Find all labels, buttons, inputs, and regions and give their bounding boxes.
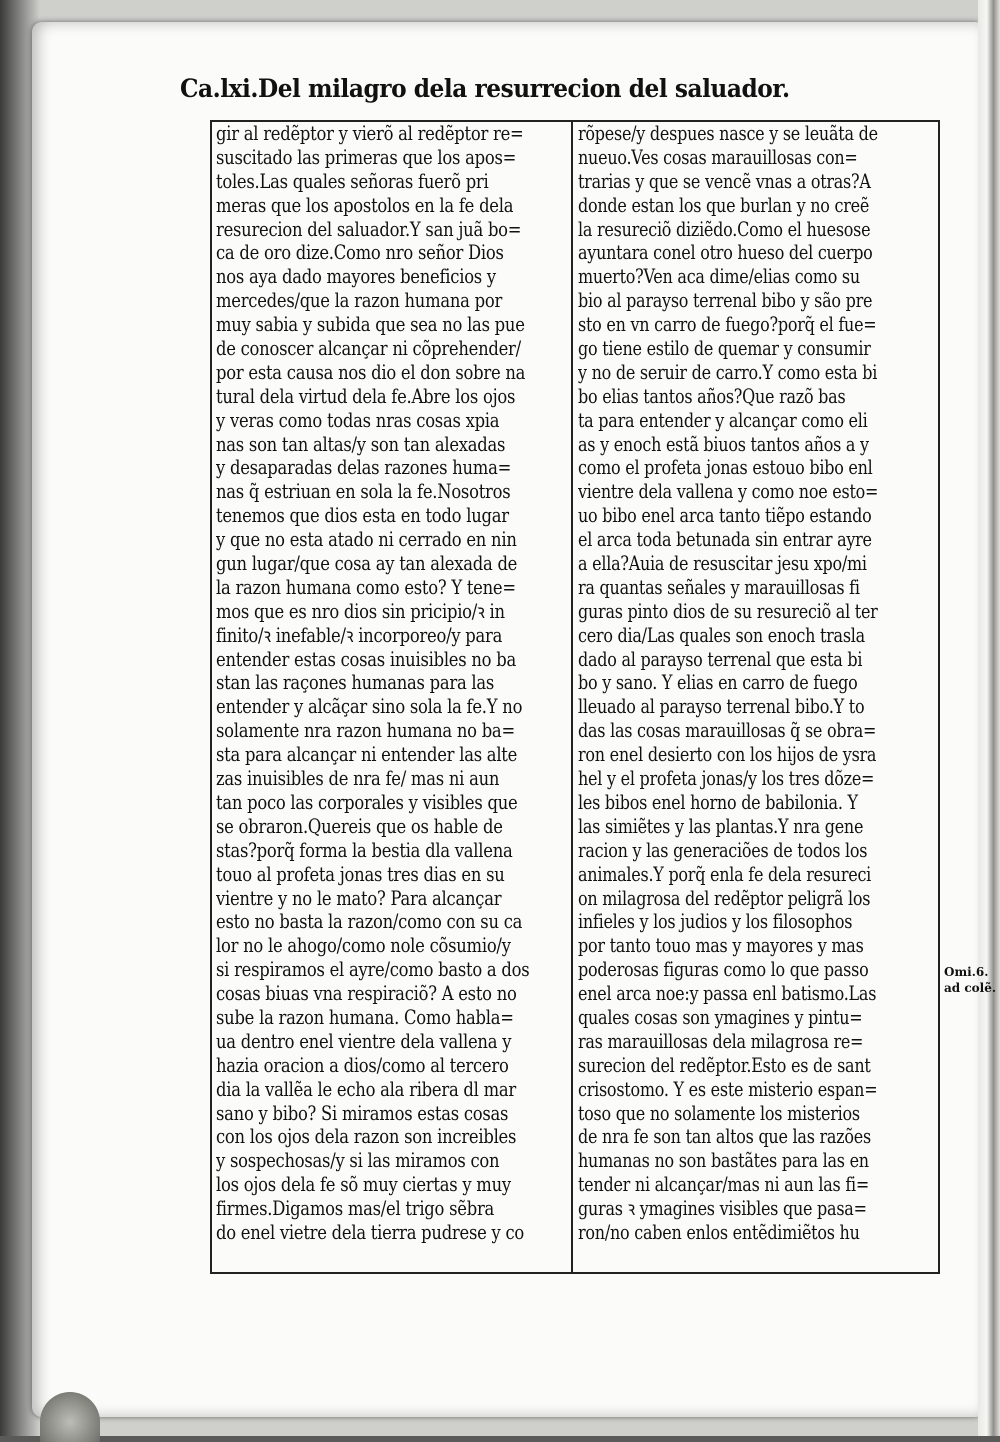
text-line: bio al parayso terrenal bibo y são pre [578, 289, 873, 313]
text-line: la razon humana como esto? Y tene= [216, 575, 516, 599]
text-line: as y enoch estã biuos tantos años a y [578, 432, 869, 456]
text-line: dia la vallẽa le echo ala ribera dl mar [216, 1077, 516, 1101]
text-line: a ella?Auia de resuscitar jesu xpo/mi [578, 552, 867, 576]
text-line: stas?porq̃ forma la bestia dla vallena [216, 838, 513, 862]
text-line: on milagrosa del redẽptor peligrã los [578, 886, 871, 910]
text-line: los ojos dela fe sõ muy ciertas y muy [216, 1173, 511, 1197]
margin-note-line: Omi.6. [944, 965, 989, 979]
text-line: bo elias tantos años?Que razõ bas [578, 384, 846, 408]
text-line: ron enel desierto con los hijos de ysra [578, 743, 877, 767]
text-line: resurecion del saluador.Y san juã bo= [216, 217, 522, 241]
text-line: ua dentro enel vientre dela vallena y [216, 1029, 512, 1053]
text-line: donde estan los que burlan y no creẽ [578, 193, 870, 217]
text-line: das las cosas marauillosas q̃ se obra= [578, 719, 877, 743]
text-line: hel y el profeta jonas/y los tres dõze= [578, 767, 875, 791]
text-line: toles.Las quales señoras fuerõ pri [216, 169, 489, 193]
text-line: trarias y que se vencẽ vnas a otras?A [578, 169, 871, 193]
text-line: surecion del redẽptor.Esto es de sant [578, 1053, 871, 1077]
text-line: por esta causa nos dio el don sobre na [216, 360, 526, 384]
frame-rule-left [210, 120, 212, 1274]
text-line: esto no basta la razon/como con su ca [216, 910, 523, 934]
text-line: dado al parayso terrenal que esta bi [578, 647, 863, 671]
text-line: gun lugar/que cosa ay tan alexada de [216, 552, 518, 576]
text-line: lor no le ahogo/como nole cõsumio/y [216, 934, 511, 958]
text-line: por tanto touo mas y mayores y mas [578, 934, 864, 958]
text-line: suscitado las primeras que los apos= [216, 145, 517, 169]
text-line: ca de oro dize.Como nro señor Dios [216, 241, 504, 265]
text-line: mercedes/que la razon humana por [216, 289, 503, 313]
running-head: Ca.lxi.Del milagro dela resurrecion del saluador. [180, 74, 790, 103]
text-line: de nra fe son tan altos que las razões [578, 1125, 871, 1149]
text-line: nas son tan altas/y son tan alexadas [216, 432, 506, 456]
text-line: con los ojos dela razon son increibles [216, 1125, 517, 1149]
text-line: firmes.Digamos mas/el trigo sẽbra [216, 1197, 495, 1221]
text-line: mos que es nro dios sin pricipio/ꝛ in [216, 599, 505, 623]
left-text-column [216, 122, 566, 1272]
text-line: finito/ꝛ inefable/ꝛ incorporeo/y para [216, 623, 503, 647]
margin-note [944, 964, 997, 1014]
text-line: ayuntara conel otro hueso del cuerpo [578, 241, 873, 265]
text-line: gir al redẽptor y vierõ al redẽptor re= [216, 122, 524, 145]
text-line: las simiẽtes y las plantas.Y nra gene [578, 814, 864, 838]
text-line: la resureciõ diziẽdo.Como el huesose [578, 217, 871, 241]
margin-note-line: ad colẽ. [944, 981, 997, 995]
text-line: lleuado al parayso terrenal bibo.Y to [578, 695, 865, 719]
text-line: les bibos enel horno de babilonia. Y [578, 790, 858, 814]
text-line: toso que no solamente los misterios [578, 1101, 860, 1125]
text-line: sano y bibo? Si miramos estas cosas [216, 1101, 509, 1125]
text-line: el arca toda betunada sin entrar ayre [578, 528, 872, 552]
frame-rule-right [938, 120, 940, 1274]
text-line: si respiramos el ayre/como basto a dos [216, 958, 530, 982]
page-edge [978, 0, 1000, 1436]
text-line: enel arca noe:y passa enl batismo.Las [578, 982, 877, 1006]
text-line: nas q̃ estriuan en sola la fe.Nosotros [216, 480, 511, 504]
text-line: nueuo.Ves cosas marauillosas con= [578, 145, 858, 169]
text-line: stan las raçones humanas para las [216, 671, 495, 695]
text-line: animales.Y porq̃ enla fe dela resureci [578, 862, 872, 886]
text-line: touo al profeta jonas tres dias en su [216, 862, 505, 886]
text-line: crisostomo. Y es este misterio espan= [578, 1077, 878, 1101]
text-line: nos aya dado mayores beneficios y [216, 265, 496, 289]
text-line: meras que los apostolos en la fe dela [216, 193, 514, 217]
text-line: racion y las generaciões de todos los [578, 838, 868, 862]
column-divider [571, 120, 573, 1274]
text-line: vientre dela vallena y como noe esto= [578, 480, 879, 504]
text-line: ras marauillosas dela milagrosa re= [578, 1029, 864, 1053]
text-line: muerto?Ven aca dime/elias como su [578, 265, 860, 289]
text-line: de conoscer alcançar ni cõprehender/ [216, 337, 521, 361]
frame-rule-bottom [210, 1272, 940, 1274]
text-line: y que no esta atado ni cerrado en nin [216, 528, 517, 552]
text-line: tural dela virtud dela fe.Abre los ojos [216, 384, 516, 408]
text-line: vientre y no le mato? Para alcançar [216, 886, 502, 910]
text-line: entender estas cosas inuisibles no ba [216, 647, 516, 671]
text-line: sube la razon humana. Como habla= [216, 1005, 514, 1029]
text-line: humanas no son bastãtes para las en [578, 1149, 869, 1173]
text-line: infieles y los judios y los filosophos [578, 910, 853, 934]
text-line: guras pinto dios de su resureciõ al ter [578, 599, 878, 623]
text-line: bo y sano. Y elias en carro de fuego [578, 671, 858, 695]
text-line: tenemos que dios esta en todo lugar [216, 504, 509, 528]
text-line: guras ꝛ ymagines visibles que pasa= [578, 1197, 867, 1221]
text-line: ron/no caben enlos entẽdimiẽtos hu [578, 1220, 860, 1244]
right-text-column [578, 122, 934, 1272]
text-line: tan poco las corporales y visibles que [216, 790, 518, 814]
text-line: do enel vietre dela tierra pudrese y co [216, 1220, 524, 1244]
text-line: cosas biuas vna respiraciõ? A esto no [216, 982, 517, 1006]
text-line: solamente nra razon humana no ba= [216, 719, 515, 743]
text-line: y no de seruir de carro.Y como esta bi [578, 360, 878, 384]
text-line: zas inuisibles de nra fe/ mas ni aun [216, 767, 500, 791]
text-line: se obraron.Quereis que os hable de [216, 814, 503, 838]
text-line: sto en vn carro de fuego?porq̃ el fue= [578, 313, 877, 337]
text-line: rõpese/y despues nasce y se leuãta de [578, 122, 878, 145]
text-line: hazia oracion a dios/como al tercero [216, 1053, 509, 1077]
text-line: quales cosas son ymagines y pintu= [578, 1005, 863, 1029]
text-line: uo bibo enel arca tanto tiẽpo estando [578, 504, 872, 528]
text-line: tender ni alcançar/mas ni aun las fi= [578, 1173, 870, 1197]
text-line: muy sabia y subida que sea no las pue [216, 313, 525, 337]
text-line: go tiene estilo de quemar y consumir [578, 337, 871, 361]
text-line: sta para alcançar ni entender las alte [216, 743, 518, 767]
text-line: poderosas figuras como lo que passo [578, 958, 869, 982]
text-line: y desaparadas delas razones huma= [216, 456, 512, 480]
text-line: y veras como todas nras cosas xpia [216, 408, 500, 432]
text-line: como el profeta jonas estouo bibo enl [578, 456, 873, 480]
text-line: y sospechosas/y si las miramos con [216, 1149, 500, 1173]
text-line: cero dia/Las quales son enoch trasla [578, 623, 865, 647]
text-line: ta para entender y alcançar como eli [578, 408, 868, 432]
text-line: ra quantas señales y marauillosas fi [578, 575, 860, 599]
text-line: entender y alcãçar sino sola la fe.Y no [216, 695, 523, 719]
